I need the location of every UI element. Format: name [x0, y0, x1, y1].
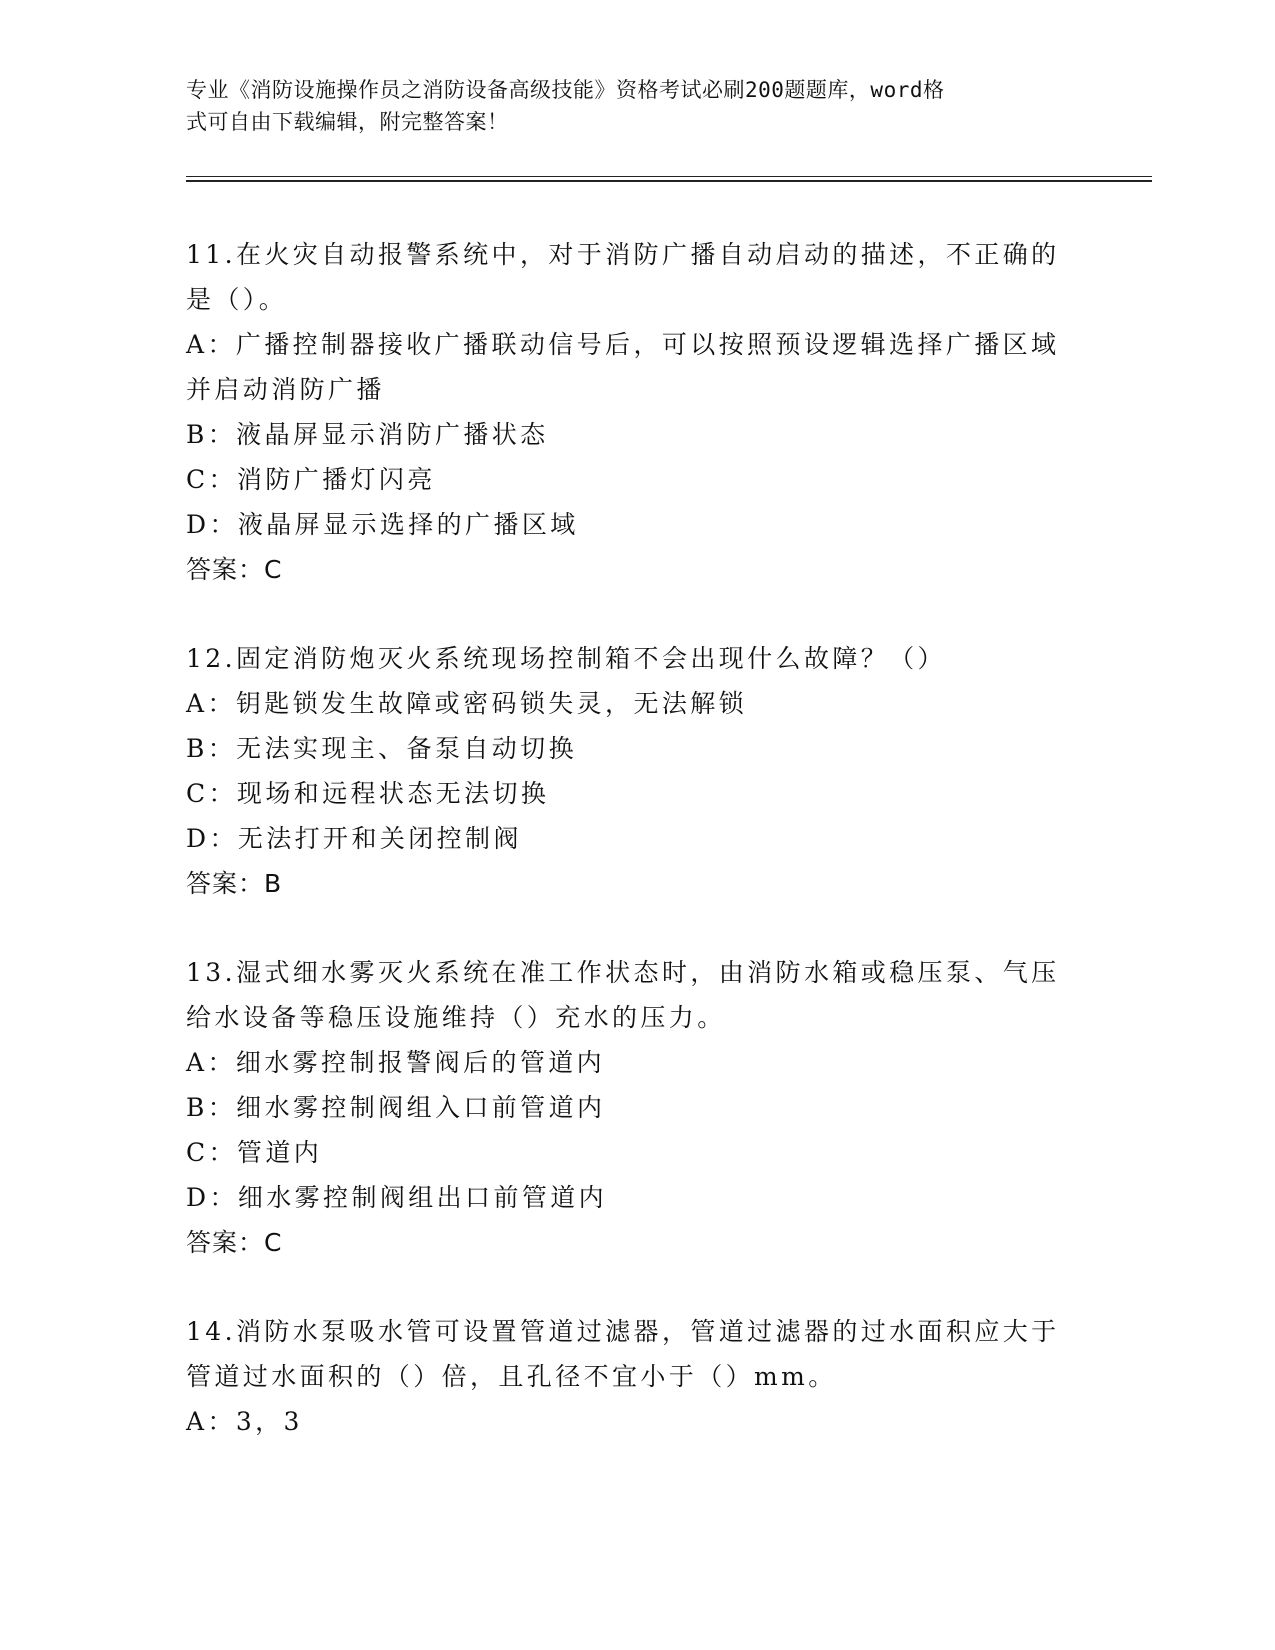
question-stem-line: 14.消防水泵吸水管可设置管道过滤器，管道过滤器的过水面积应大于	[186, 1317, 1060, 1346]
option-a-continued: 并启动消防广播	[186, 375, 385, 404]
option-c: C：管道内	[186, 1138, 323, 1167]
option-a: A：广播控制器接收广播联动信号后，可以按照预设逻辑选择广播区域	[186, 330, 1060, 359]
option-b: B：细水雾控制阀组入口前管道内	[186, 1093, 606, 1122]
option-b: B：液晶屏显示消防广播状态	[186, 420, 549, 449]
option-d: D：细水雾控制阀组出口前管道内	[186, 1183, 608, 1212]
header-divider-thick	[186, 180, 1152, 182]
question-12	[186, 636, 1086, 906]
question-list	[186, 232, 1086, 1488]
header-divider-thin	[186, 176, 1152, 177]
option-a: A：钥匙锁发生故障或密码锁失灵，无法解锁	[186, 689, 748, 718]
option-b: B：无法实现主、备泵自动切换	[186, 734, 577, 763]
question-13	[186, 950, 1086, 1265]
question-stem-line: 13.湿式细水雾灭火系统在准工作状态时，由消防水箱或稳压泵、气压	[186, 958, 1060, 987]
question-11	[186, 232, 1086, 592]
answer-line: 答案：C	[186, 1228, 283, 1257]
option-c: C：消防广播灯闪亮	[186, 465, 436, 494]
question-stem-line: 是（）。	[186, 285, 288, 314]
answer-line: 答案：C	[186, 555, 283, 584]
option-c: C：现场和远程状态无法切换	[186, 779, 550, 808]
question-stem-line: 给水设备等稳压设施维持（）充水的压力。	[186, 1003, 726, 1032]
question-stem-line: 12.固定消防炮灭火系统现场控制箱不会出现什么故障？（）	[186, 644, 946, 673]
question-stem-line: 11.在火灾自动报警系统中，对于消防广播自动启动的描述，不正确的	[186, 240, 1060, 269]
option-a: A：3，3	[186, 1407, 303, 1436]
question-14	[186, 1309, 1086, 1444]
option-d: D：液晶屏显示选择的广播区域	[186, 510, 579, 539]
question-stem-line: 管道过水面积的（）倍，且孔径不宜小于（）mm。	[186, 1362, 837, 1391]
option-d: D：无法打开和关闭控制阀	[186, 824, 522, 853]
option-a: A：细水雾控制报警阀后的管道内	[186, 1048, 606, 1077]
header-line-2: 式可自由下载编辑，附完整答案！	[186, 110, 509, 134]
document-header	[186, 74, 1086, 138]
header-line-1: 专业《消防设施操作员之消防设备高级技能》资格考试必刷200题题库，word格	[186, 78, 945, 102]
answer-line: 答案：B	[186, 869, 283, 898]
